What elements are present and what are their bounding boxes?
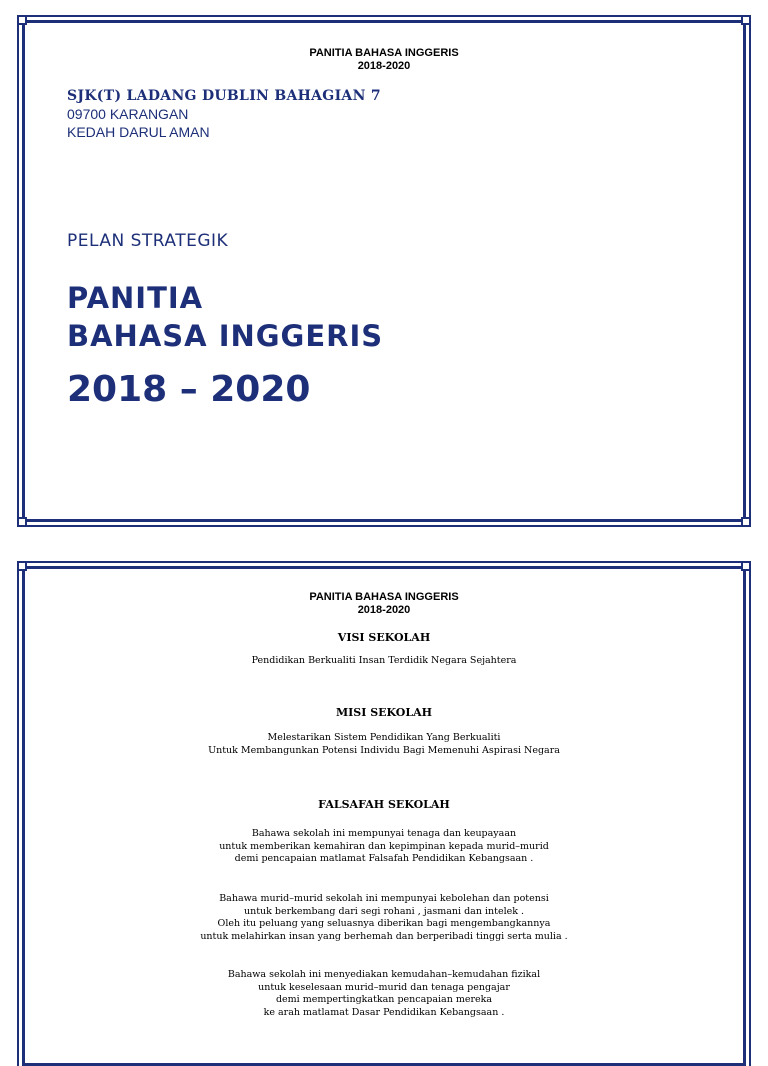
corner-ornament (17, 15, 27, 25)
address-line-1: 09700 KARANGAN (67, 106, 189, 122)
paragraph-line: untuk melahirkan insan yang berhemah dan berperibadi tinggi serta mulia . (200, 930, 568, 942)
address-line-2: KEDAH DARUL AMAN (67, 124, 210, 140)
visi-text: Pendidikan Berkualiti Insan Terdidik Negara Sejahtera (251, 655, 517, 666)
misi-text (25, 732, 743, 757)
paragraph-line: Bahawa murid–murid sekolah ini mempunyai kebolehan dan potensi (219, 893, 549, 904)
corner-ornament (741, 561, 751, 571)
misi-line: Melestarikan Sistem Pendidikan Yang Berkualiti (267, 732, 501, 743)
paragraph-line: untuk berkembang dari segi rohani , jasmani dan intelek . (243, 905, 525, 917)
corner-ornament (741, 517, 751, 527)
falsafah-paragraph-2 (25, 893, 743, 943)
paragraph-line: Oleh itu peluang yang seluasnya diberikan bagi mengembangkannya (217, 918, 551, 929)
paragraph-line: Bahawa sekolah ini menyediakan kemudahan–kemudahan fizikal (227, 969, 541, 980)
corner-ornament (741, 15, 751, 25)
misi-line: Untuk Membangunkan Potensi Individu Bagi Memenuhi Aspirasi Negara (208, 744, 560, 756)
misi-title: MISI SEKOLAH (335, 706, 433, 719)
cover-page (22, 20, 746, 522)
title-line-1: PANITIA (67, 281, 204, 315)
corner-ornament (17, 561, 27, 571)
years-title: 2018 – 2020 (67, 369, 311, 410)
vision-mission-page (22, 566, 746, 1066)
plan-label: PELAN STRATEGIK (67, 231, 229, 251)
falsafah-title: FALSAFAH SEKOLAH (318, 798, 450, 811)
corner-ornament (17, 517, 27, 527)
paragraph-line: ke arah matlamat Dasar Pendidikan Kebangsaan . (263, 1006, 505, 1018)
paragraph-line: untuk keselesaan murid–murid dan tenaga pengajar (258, 981, 510, 993)
visi-title: VISI SEKOLAH (337, 631, 431, 644)
title-line-2: BAHASA INGGERIS (67, 319, 384, 353)
header-title: PANITIA BAHASA INGGERIS (309, 47, 459, 59)
header-years: 2018-2020 (357, 604, 411, 616)
falsafah-paragraph-3 (25, 969, 743, 1019)
paragraph-line: untuk memberikan kemahiran dan kepimpinan kepada murid–murid (219, 840, 549, 852)
falsafah-paragraph-1 (25, 828, 743, 866)
header-years: 2018-2020 (357, 60, 411, 72)
paragraph-line: demi mempertingkatkan pencapaian mereka (275, 994, 493, 1005)
page-header (25, 591, 743, 617)
paragraph-line: Bahawa sekolah ini mempunyai tenaga dan keupayaan (251, 828, 517, 839)
school-name: SJK(T) LADANG DUBLIN BAHAGIAN 7 (67, 88, 381, 104)
paragraph-line: demi pencapaian matlamat Falsafah Pendidikan Kebangsaan . (234, 853, 534, 864)
header-title: PANITIA BAHASA INGGERIS (309, 591, 459, 603)
page-header (25, 47, 743, 73)
